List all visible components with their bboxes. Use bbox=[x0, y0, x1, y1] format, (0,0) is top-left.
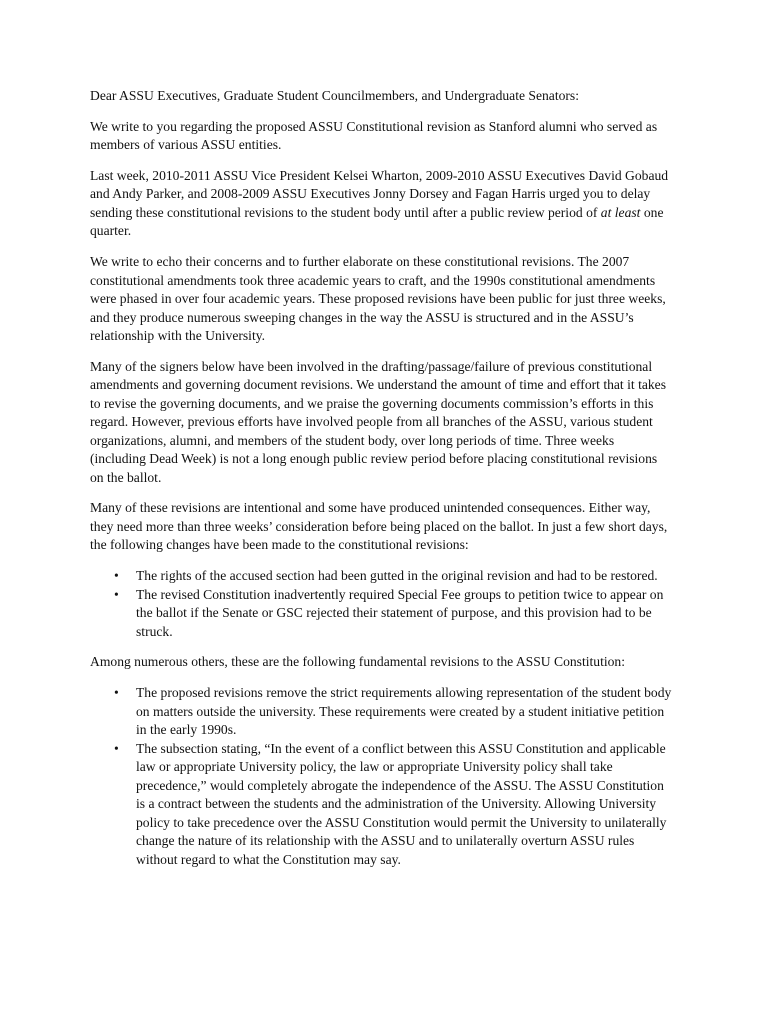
paragraph-last-week-end: one quarter. bbox=[90, 204, 664, 239]
paragraph-last-week bbox=[90, 167, 672, 241]
paragraph-last-week-text: Last week, 2010-2011 ASSU Vice President Kelsei Wharton, 2009-2010 ASSU Executives David Gobaud and Andy Parker, and 2008-2009 ASSU Executives Jonny Dorsey and Fagan Harris urged you to delay sending these constitutional revisions to the student body until after a public review period of bbox=[90, 167, 669, 220]
list-item-text: The proposed revisions remove the strict requirements allowing representation of the student body on matters outside the university. These requirements were created by a student initiative petition in the early 1990s. bbox=[136, 685, 672, 737]
paragraph-intro: We write to you regarding the proposed ASSU Constitutional revision as Stanford alumni who served as members of various ASSU entities. bbox=[90, 118, 658, 153]
paragraph-echo-concerns: We write to echo their concerns and to further elaborate on these constitutional revisions. The 2007 constitutional amendments took three academic years to craft, and the 1990s constitutional amendments were phased in over four academic years. These proposed revisions have been public for just three weeks, and they produce numerous sweeping changes in the way the ASSU is structured and in the ASSU’s relationship with the University. bbox=[90, 254, 666, 344]
list-item bbox=[114, 684, 672, 740]
changes-list bbox=[90, 567, 672, 641]
salutation: Dear ASSU Executives, Graduate Student Councilmembers, and Undergraduate Senators: bbox=[90, 88, 580, 103]
list-item-text: The rights of the accused section had been gutted in the original revision and had to be restored. bbox=[136, 568, 658, 584]
list-item bbox=[114, 567, 672, 586]
bullet-icon: • bbox=[114, 685, 119, 700]
paragraph-unintended: Many of these revisions are intentional and some have produced unintended consequences. Either way, they need more than three weeks’ consideration before being placed on the ballot. In just a few short days, the following changes have been made to the constitutional revisions: bbox=[90, 500, 668, 553]
bullet-icon: • bbox=[114, 740, 119, 756]
paragraph-last-week-emphasis: at least bbox=[600, 204, 641, 220]
list-item bbox=[114, 586, 672, 642]
list-item bbox=[114, 740, 672, 870]
paragraph-signers: Many of the signers below have been involved in the drafting/passage/failure of previous constitutional amendments and governing document revisions. We understand the amount of time and effort that it takes to revise the governing documents, and we praise the governing documents commission’s efforts in this regard. However, previous efforts have involved people from all branches of the ASSU, various student organizations, alumni, and members of the student body, over long periods of time. Three weeks (including Dead Week) is not a long enough public review period before placing constitutional revisions on the ballot. bbox=[90, 358, 666, 485]
bullet-icon: • bbox=[114, 568, 119, 584]
fundamental-list bbox=[90, 684, 672, 869]
list-item-text: The subsection stating, “In the event of a conflict between this ASSU Constitution and applicable law or appropriate University policy, the law or appropriate University policy shall take precedence,” would completely abrogate the independence of the ASSU. The ASSU Constitution is a contract between the students and the administration of the University. Allowing University policy to take precedence over the ASSU Constitution would permit the University to unilaterally change the nature of its relationship with the ASSU and to unilaterally overturn ASSU rules without regard to what the Constitution may say. bbox=[136, 740, 667, 867]
paragraph-fundamental-intro: Among numerous others, these are the following fundamental revisions to the ASSU Constitution: bbox=[90, 654, 626, 670]
bullet-icon: • bbox=[114, 586, 119, 602]
list-item-text: The revised Constitution inadvertently required Special Fee groups to petition twice to appear on the ballot if the Senate or GSC rejected their statement of purpose, and this provision had to be struck. bbox=[136, 586, 664, 639]
